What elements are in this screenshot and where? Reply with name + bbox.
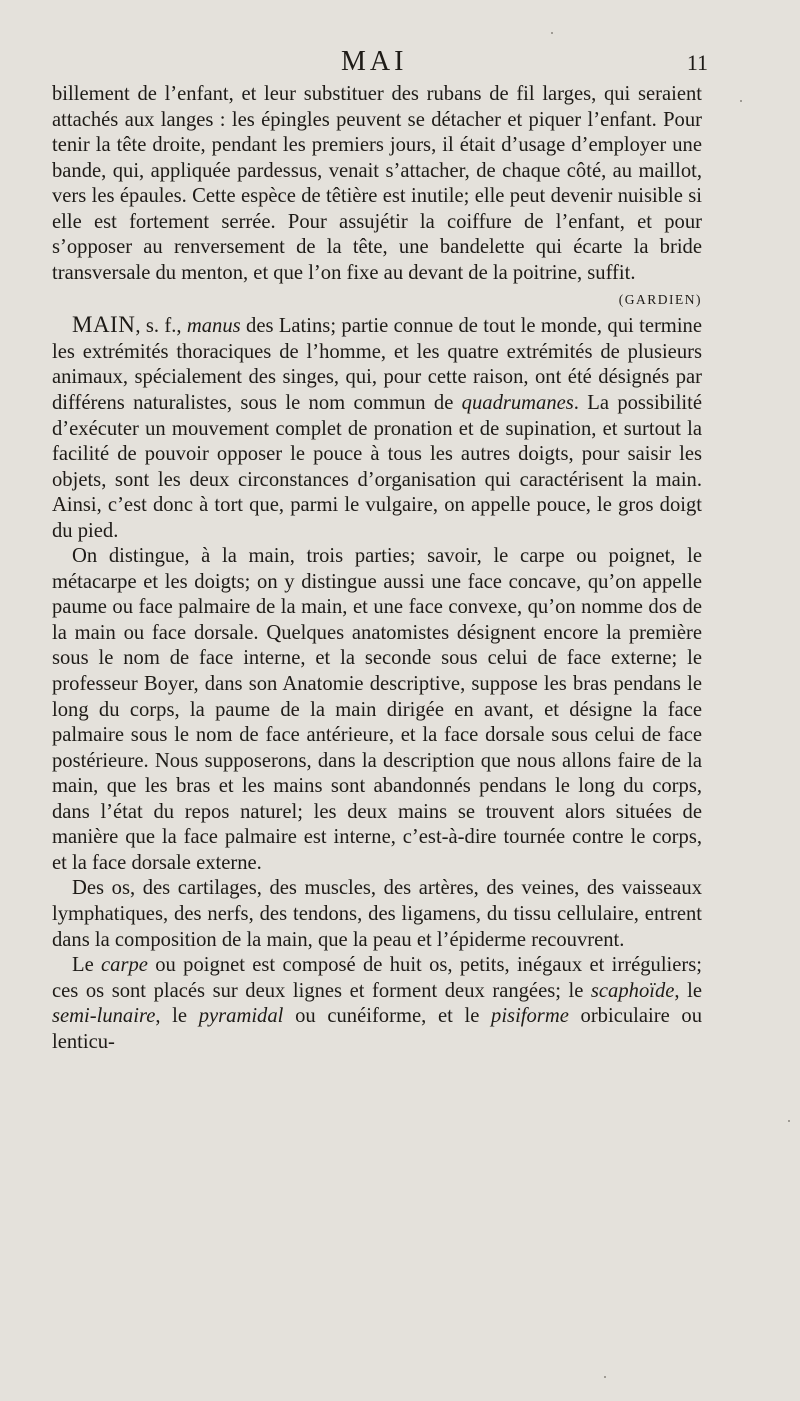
italic-term: pyramidal [198, 1005, 284, 1028]
text-run: billement de l’enfant, et leur substituer des rubans de fil larges, qui seraient attachés aux langes : les épingles peuvent se détacher et piquer l’enfant. Pour tenir la tête droite, pendant les premiers jours, il était d’usage d’employer une bande, qui, appliquée pardessus, venait s’attacher, de chaque côté, au maillot, vers les épaules. Cette espèce de têtière est inutile; elle peut devenir nuisible si elle est fortement serrée. Pour assujétir la coiffure de l’enfant, et pour s’opposer au renversement de la tête, une bandelette qui écarte la bride transversale du menton, et que l’on fixe au devant de la poitrine, suffit. [52, 83, 702, 284]
paper-speck [788, 1120, 790, 1122]
italic-term: scaphoïde [590, 979, 675, 1002]
text-run: , s. f., [135, 315, 187, 338]
italic-term: carpe [101, 954, 148, 977]
text-run: Des os, des cartilages, des muscles, des artères, des veines, des vaisseaux lymphatiques, des nerfs, des tendons, des ligamens, du tissu cellulaire, entrent dans la composition de la main, que la peau et l’épiderme recouvrent. [52, 877, 702, 951]
author-signature: (GARDIEN) [618, 292, 702, 308]
entry-headword: MAIN [72, 312, 136, 338]
text-run: , le [674, 979, 702, 1002]
paragraph-p3 [52, 544, 702, 876]
page-number: 11 [686, 50, 708, 75]
page-body [52, 82, 702, 1055]
text-run: orbiculaire ou lenticu- [52, 1005, 702, 1053]
text-run: . La possibilité d’exécuter un mouvement complet de pronation et de supination, et surtout la facilité de pouvoir opposer le pouce à tous les autres doigts, pour saisir les objets, sont les deux circonstances d’organisation qui caractérisent la main. Ainsi, c’est donc à tort que, parmi le vulgaire, on appelle pouce, le gros doigt du pied. [52, 392, 702, 542]
text-run: ou poignet est composé de huit os, petits, inégaux et irréguliers; ces os sont placés sur deux lignes et forment deux rangées; le [52, 954, 702, 1002]
italic-term: manus [186, 315, 241, 338]
page-header [0, 46, 800, 80]
text-run: Le [72, 954, 102, 977]
paper-speck [740, 100, 742, 102]
text-run: , le [155, 1005, 199, 1028]
text-run: On distingue, à la main, trois parties; savoir, le carpe ou poignet, le métacarpe et les doigts; on y distingue aussi une face concave, qu’on appelle paume ou face palmaire de la main, et une face convexe, qu’on nomme dos de la main ou face dorsale. Quelques anatomistes désignent encore la première sous le nom de face interne, et la seconde sous celui de face externe; le professeur Boyer, dans son Anatomie descriptive, suppose les bras pendans le long du corps, la paume de la main dirigée en avant, et désigne la face palmaire sous le nom de face antérieure, et la face dorsale sous celui de face postérieure. Nous supposerons, dans la description que nous allons faire de la main, que les bras et les mains sont abandonnés pendans le long du corps, dans l’état du repos naturel; les deux mains se trouvent alors situées de manière que la face palmaire est interne, c’est-à-dire tournée contre le corps, et la face dorsale externe. [52, 545, 702, 874]
paper-speck [604, 1376, 606, 1378]
italic-term: pisiforme [491, 1005, 569, 1028]
running-head: MAI [341, 46, 408, 77]
paragraph-p1 [52, 82, 702, 286]
paragraph-p4 [52, 876, 702, 953]
italic-term: semi-lunaire [52, 1005, 156, 1028]
paper-speck [551, 32, 553, 34]
text-run: des Latins; partie connue de tout le monde, qui termine les extrémités thoraciques de l’homme, et les quatre extrémités de plusieurs animaux, spécialement des singes, qui, pour cette raison, ont été désignés par différens naturalistes, sous le nom commun de [52, 315, 702, 415]
paragraph-p5 [52, 953, 702, 1055]
text-run: ou cunéiforme, et le [283, 1005, 492, 1028]
paragraph-p2 [52, 312, 702, 544]
italic-term: quadrumanes [461, 392, 574, 415]
